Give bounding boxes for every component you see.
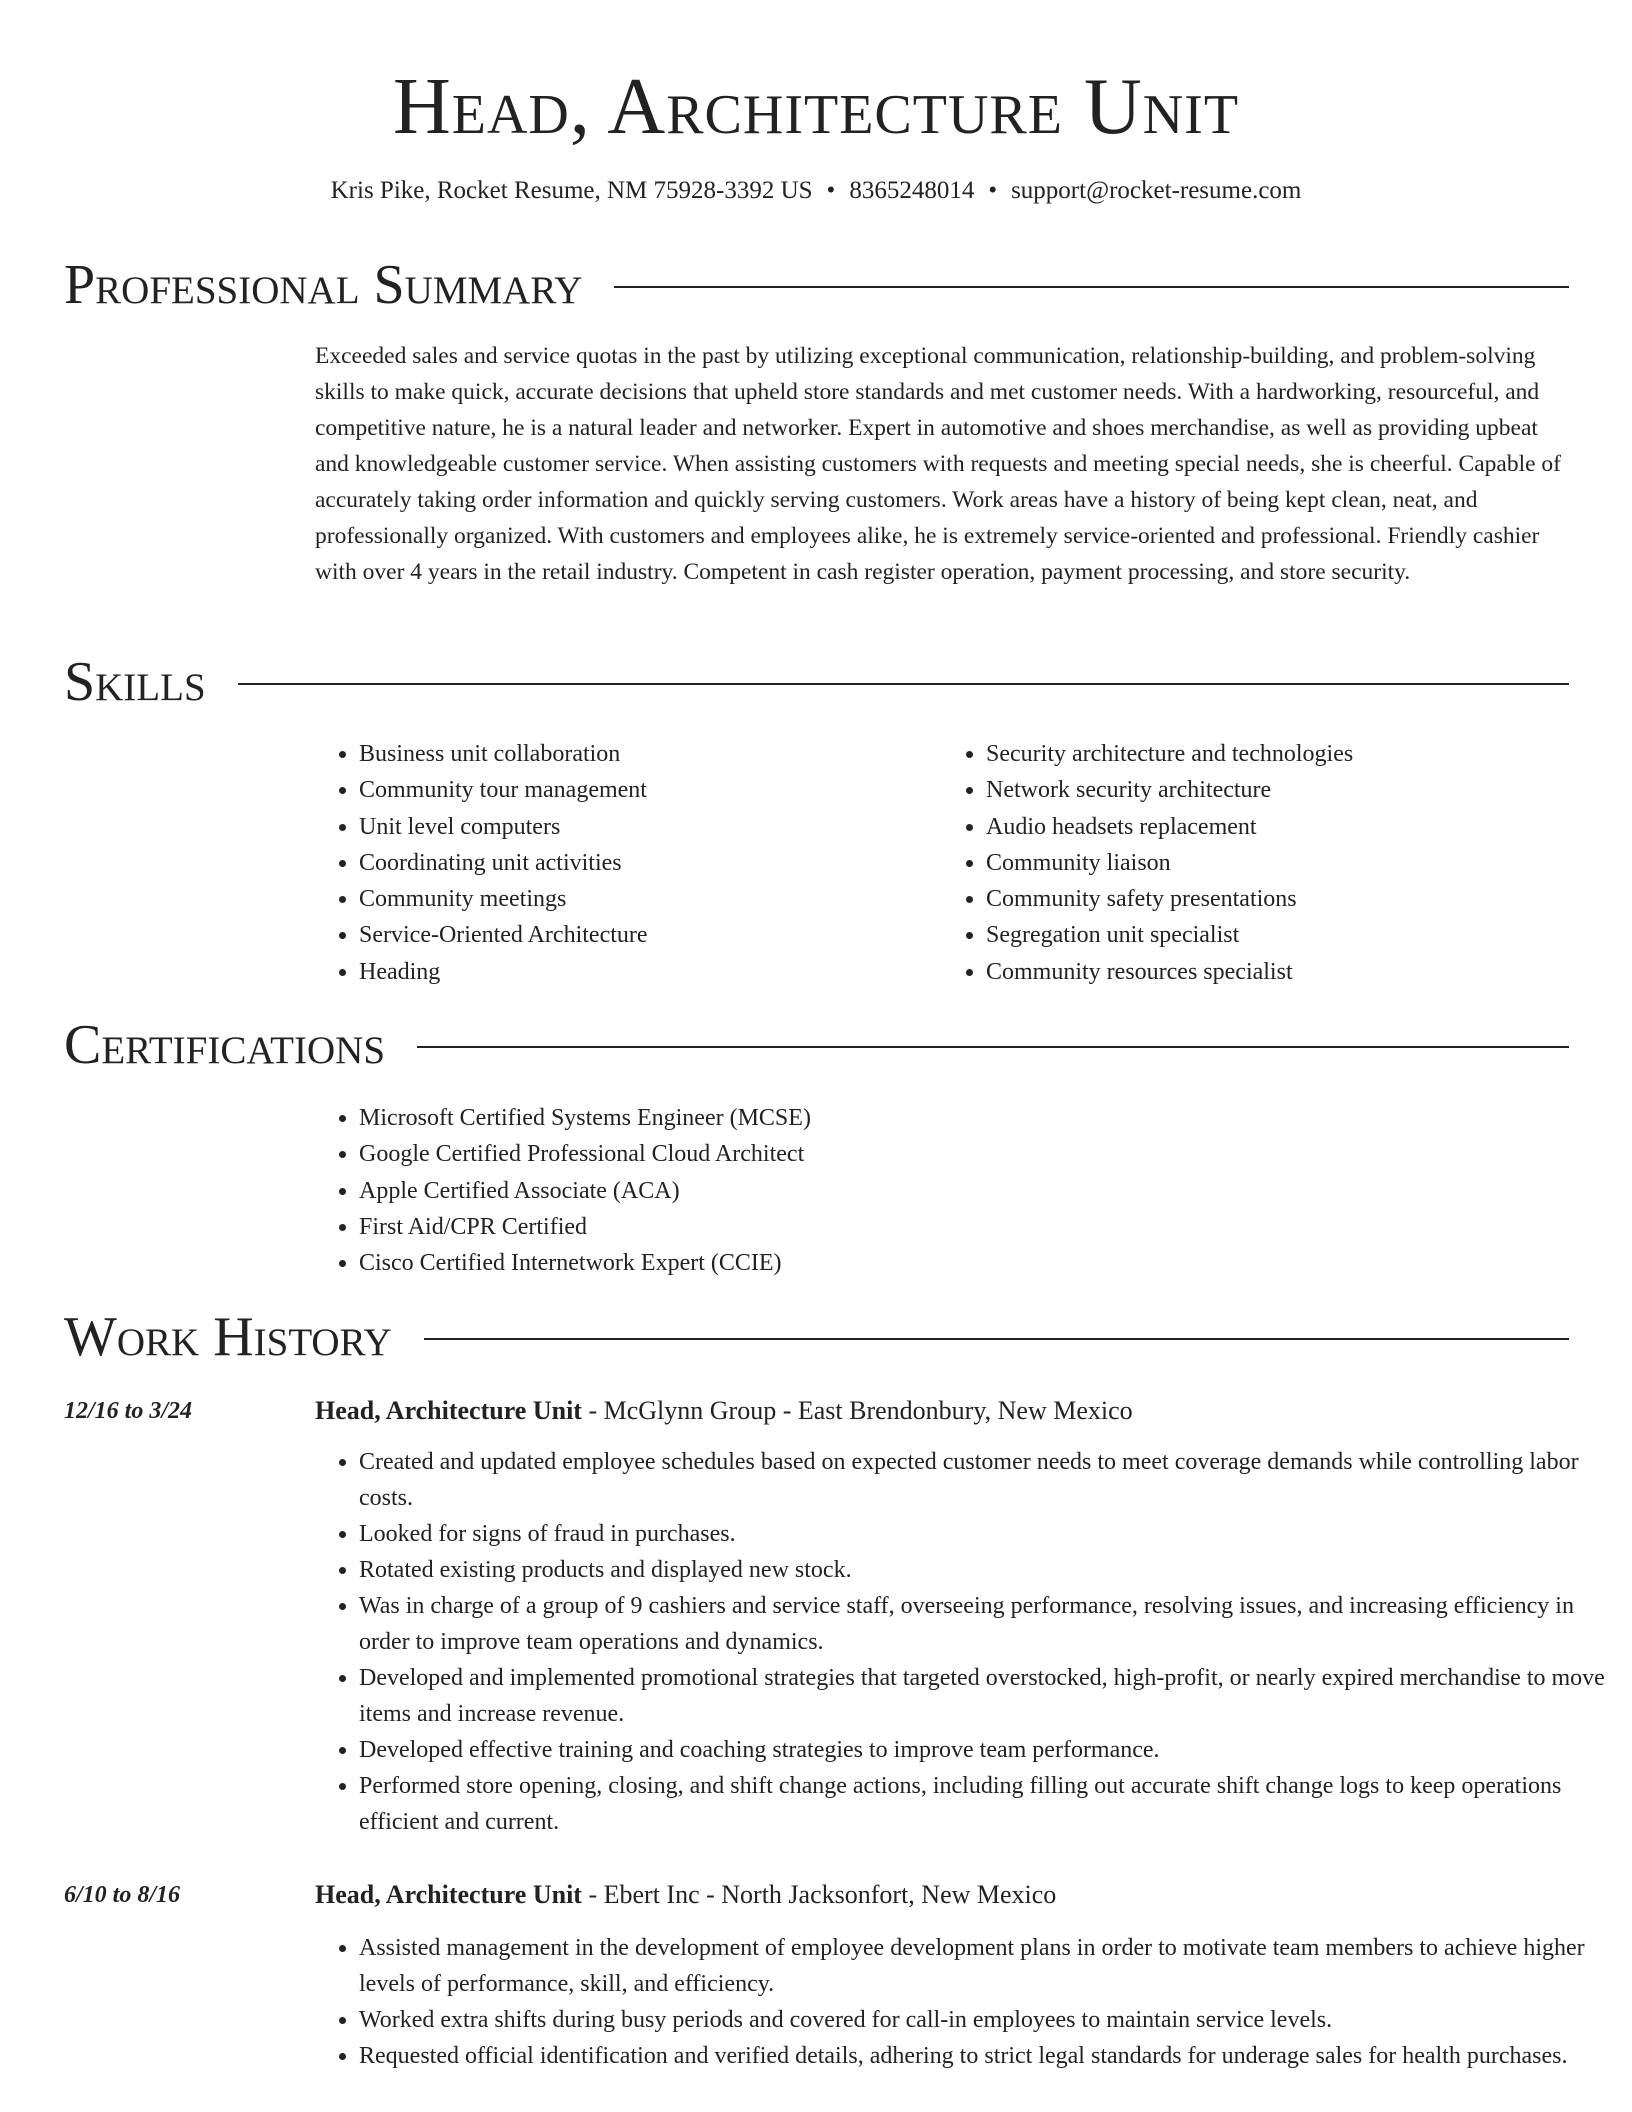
contact-separator: •: [826, 177, 836, 204]
skill-item: • Heading: [359, 954, 942, 990]
job-duty: • Performed store opening, closing, and shift change actions, including filling out accurate shift change logs to keep operations efficient and current.: [359, 1768, 1613, 1840]
contact-address: Kris Pike, Rocket Resume, NM 75928-3392 US: [330, 177, 813, 204]
job-duty: • Created and updated employee schedules based on expected customer needs to meet coverage demands while controlling labor costs.: [359, 1444, 1613, 1516]
certifications-section-header: [64, 1013, 1569, 1077]
job-duties-list: [315, 1930, 1613, 2074]
section-divider: [614, 286, 1569, 288]
section-divider: [238, 683, 1569, 685]
job-duties-list: [315, 1444, 1613, 1840]
skill-item: • Segregation unit specialist: [986, 917, 1569, 953]
certification-item: • First Aid/CPR Certified: [359, 1209, 1569, 1245]
contact-separator: •: [988, 177, 998, 204]
contact-email: support@rocket-resume.com: [1011, 177, 1302, 204]
certification-item: • Apple Certified Associate (ACA): [359, 1173, 1569, 1209]
skill-item: • Business unit collaboration: [359, 736, 942, 772]
certification-item: • Microsoft Certified Systems Engineer (MCSE): [359, 1100, 1569, 1136]
skill-item: • Community resources specialist: [986, 954, 1569, 990]
skills-list-right: [942, 736, 1569, 990]
skill-item: • Security architecture and technologies: [986, 736, 1569, 772]
summary-title: Professional Summary: [64, 254, 583, 316]
skills-title: Skills: [64, 651, 206, 713]
skills-list-left: [315, 736, 942, 990]
job-duty: • Worked extra shifts during busy periods and covered for call-in employees to maintain service levels.: [359, 2002, 1613, 2038]
section-divider: [417, 1046, 1569, 1048]
certification-item: • Google Certified Professional Cloud Architect: [359, 1136, 1569, 1172]
job-duty: • Looked for signs of fraud in purchases.: [359, 1516, 1613, 1552]
job-dates: 6/10 to 8/16: [64, 1882, 181, 1908]
summary-section-header: [64, 253, 1569, 317]
job-title: Head, Architecture Unit: [315, 1880, 582, 1909]
certification-item: • Cisco Certified Internetwork Expert (CCIE): [359, 1245, 1569, 1281]
job-duty: • Assisted management in the development of employee development plans in order to motivate team members to achieve higher levels of performance, skill, and efficiency.: [359, 1930, 1613, 2002]
job-duty: • Rotated existing products and displayed new stock.: [359, 1552, 1613, 1588]
skill-item: • Network security architecture: [986, 772, 1569, 808]
contact-line: [0, 176, 1632, 206]
skill-item: • Community meetings: [359, 881, 942, 917]
skills-section-header: [64, 650, 1569, 714]
section-divider: [424, 1338, 1569, 1340]
job-company: - McGlynn Group - East Brendonbury, New Mexico: [581, 1396, 1133, 1425]
work-history-section-header: [64, 1305, 1569, 1369]
job-heading: [315, 1878, 1056, 1912]
skill-item: • Audio headsets replacement: [986, 809, 1569, 845]
skill-item: • Coordinating unit activities: [359, 845, 942, 881]
job-company: - Ebert Inc - North Jacksonfort, New Mexico: [581, 1880, 1057, 1909]
certifications-list: [315, 1100, 1569, 1281]
skill-item: • Community liaison: [986, 845, 1569, 881]
skill-item: • Unit level computers: [359, 809, 942, 845]
job-heading: [315, 1394, 1133, 1428]
job-duty: • Developed and implemented promotional strategies that targeted overstocked, high-profit, or nearly expired merchandise to move items and increase revenue.: [359, 1660, 1613, 1732]
contact-phone: 8365248014: [849, 177, 975, 204]
skill-item: • Community tour management: [359, 772, 942, 808]
job-duty: • Requested official identification and verified details, adhering to strict legal standards for underage sales for health purchases.: [359, 2038, 1613, 2074]
summary-text: Exceeded sales and service quotas in the past by utilizing exceptional communication, relationship-building, and problem-solving skills to make quick, accurate decisions that upheld store standards and met customer needs. With a hardworking, resourceful, and competitive nature, he is a natural leader and networker. Expert in automotive and shoes merchandise, as well as providing upbeat and knowledgeable customer service. When assisting customers with requests and meeting special needs, she is cheerful. Capable of accurately taking order information and quickly serving customers. Work areas have a history of being kept clean, neat, and professionally organized. With customers and employees alike, he is extremely service-oriented and professional. Friendly cashier with over 4 years in the retail industry. Competent in cash register operation, payment processing, and store security.: [315, 343, 1561, 585]
skills-columns: [315, 736, 1569, 990]
job-duty: • Developed effective training and coaching strategies to improve team performance.: [359, 1732, 1613, 1768]
certifications-block: [315, 1100, 1569, 1281]
skill-item: • Service-Oriented Architecture: [359, 917, 942, 953]
skill-item: • Community safety presentations: [986, 881, 1569, 917]
job-dates: 12/16 to 3/24: [64, 1398, 193, 1424]
job-duty: • Was in charge of a group of 9 cashiers and service staff, overseeing performance, resolving issues, and increasing efficiency in order to improve team operations and dynamics.: [359, 1588, 1613, 1660]
resume-name: Head, Architecture Unit: [392, 63, 1240, 151]
job-title: Head, Architecture Unit: [315, 1396, 582, 1425]
work-history-title: Work History: [64, 1306, 392, 1368]
certifications-title: Certifications: [64, 1014, 386, 1076]
